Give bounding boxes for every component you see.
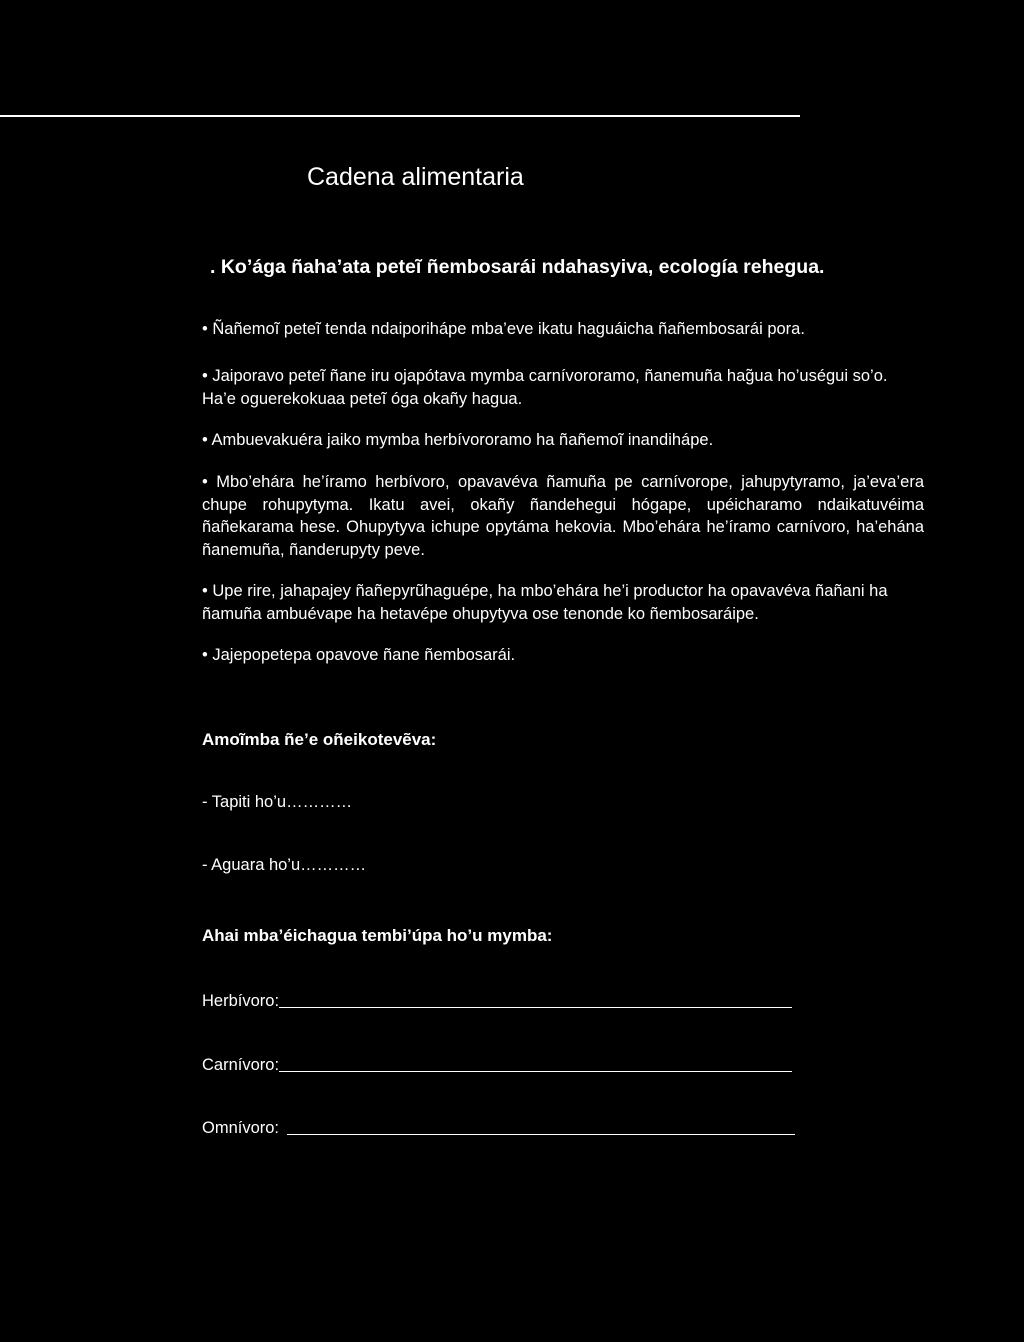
answers-heading: Amoĩmba ñe’e oñeikotevẽva:: [202, 730, 437, 749]
omnivore-blank[interactable]: [287, 1133, 795, 1135]
instruction-item: • Jajepopetepa opavove ñane ñembosarái.: [202, 646, 516, 664]
instruction-item: • Jaiporavo peteĩ ñane iru ojapótava mymba carnívororamo, ñanemuña hag̃ua ho’uségui so’o. Ha’e oguerekokuaa peteĩ óga okañy hagua.: [202, 367, 888, 408]
carnivore-label: Carnívoro:: [202, 1056, 280, 1075]
herbivore-label: Herbívoro:: [202, 992, 280, 1011]
instruction-item: • Upe rire, jahapajey ñañepyrũhaguépe, ha mbo’ehára he’i productor ha opavavéva ñañani ha ñamuña ambuévape ha hetavépe ohupytyva ose tenonde ko ñembosaráipe.: [202, 582, 888, 623]
top-divider: [0, 115, 800, 117]
herbivore-blank[interactable]: [279, 1006, 792, 1008]
answer-line-tapiti: - Tapiti ho’u…………: [202, 793, 353, 811]
page-subtitle: . Ko’ága ñaha’ata peteĩ ñembosarái ndahasyiva, ecología rehegua.: [210, 256, 825, 278]
answer-line-aguara: - Aguara ho’u…………: [202, 856, 367, 874]
instruction-item: • Ñañemoĩ peteĩ tenda ndaiporihápe mba’eve ikatu haguáicha ñañembosarái pora.: [202, 320, 805, 338]
instruction-item: • Ambuevakuéra jaiko mymba herbívororamo ha ñañemoĩ inandihápe.: [202, 431, 714, 449]
omnivore-field[interactable]: [202, 1115, 795, 1139]
herbivore-field[interactable]: [202, 988, 792, 1012]
carnivore-field[interactable]: [202, 1052, 792, 1076]
instruction-item: • Mbo’ehára he’íramo herbívoro, opavavéva ñamuña pe carnívorope, jahupytyramo, ja’eva’era chupe rohupytyma. Ikatu avei, okañy ñandehegui hógape, upéicharamo ndaikatuvéima ñañekarama hese. Ohupytyva ichupe opytáma hekovia. Mbo’ehára he’íramo carnívoro, ha’ehána ñanemuña, ñanderupyty peve.: [202, 473, 924, 559]
omnivore-label: Omnívoro:: [202, 1119, 280, 1138]
carnivore-blank[interactable]: [279, 1070, 792, 1072]
page-title: Cadena alimentaria: [307, 163, 524, 191]
classify-heading: Ahai mba’éichagua tembi’úpa ho’u mymba:: [202, 926, 553, 945]
